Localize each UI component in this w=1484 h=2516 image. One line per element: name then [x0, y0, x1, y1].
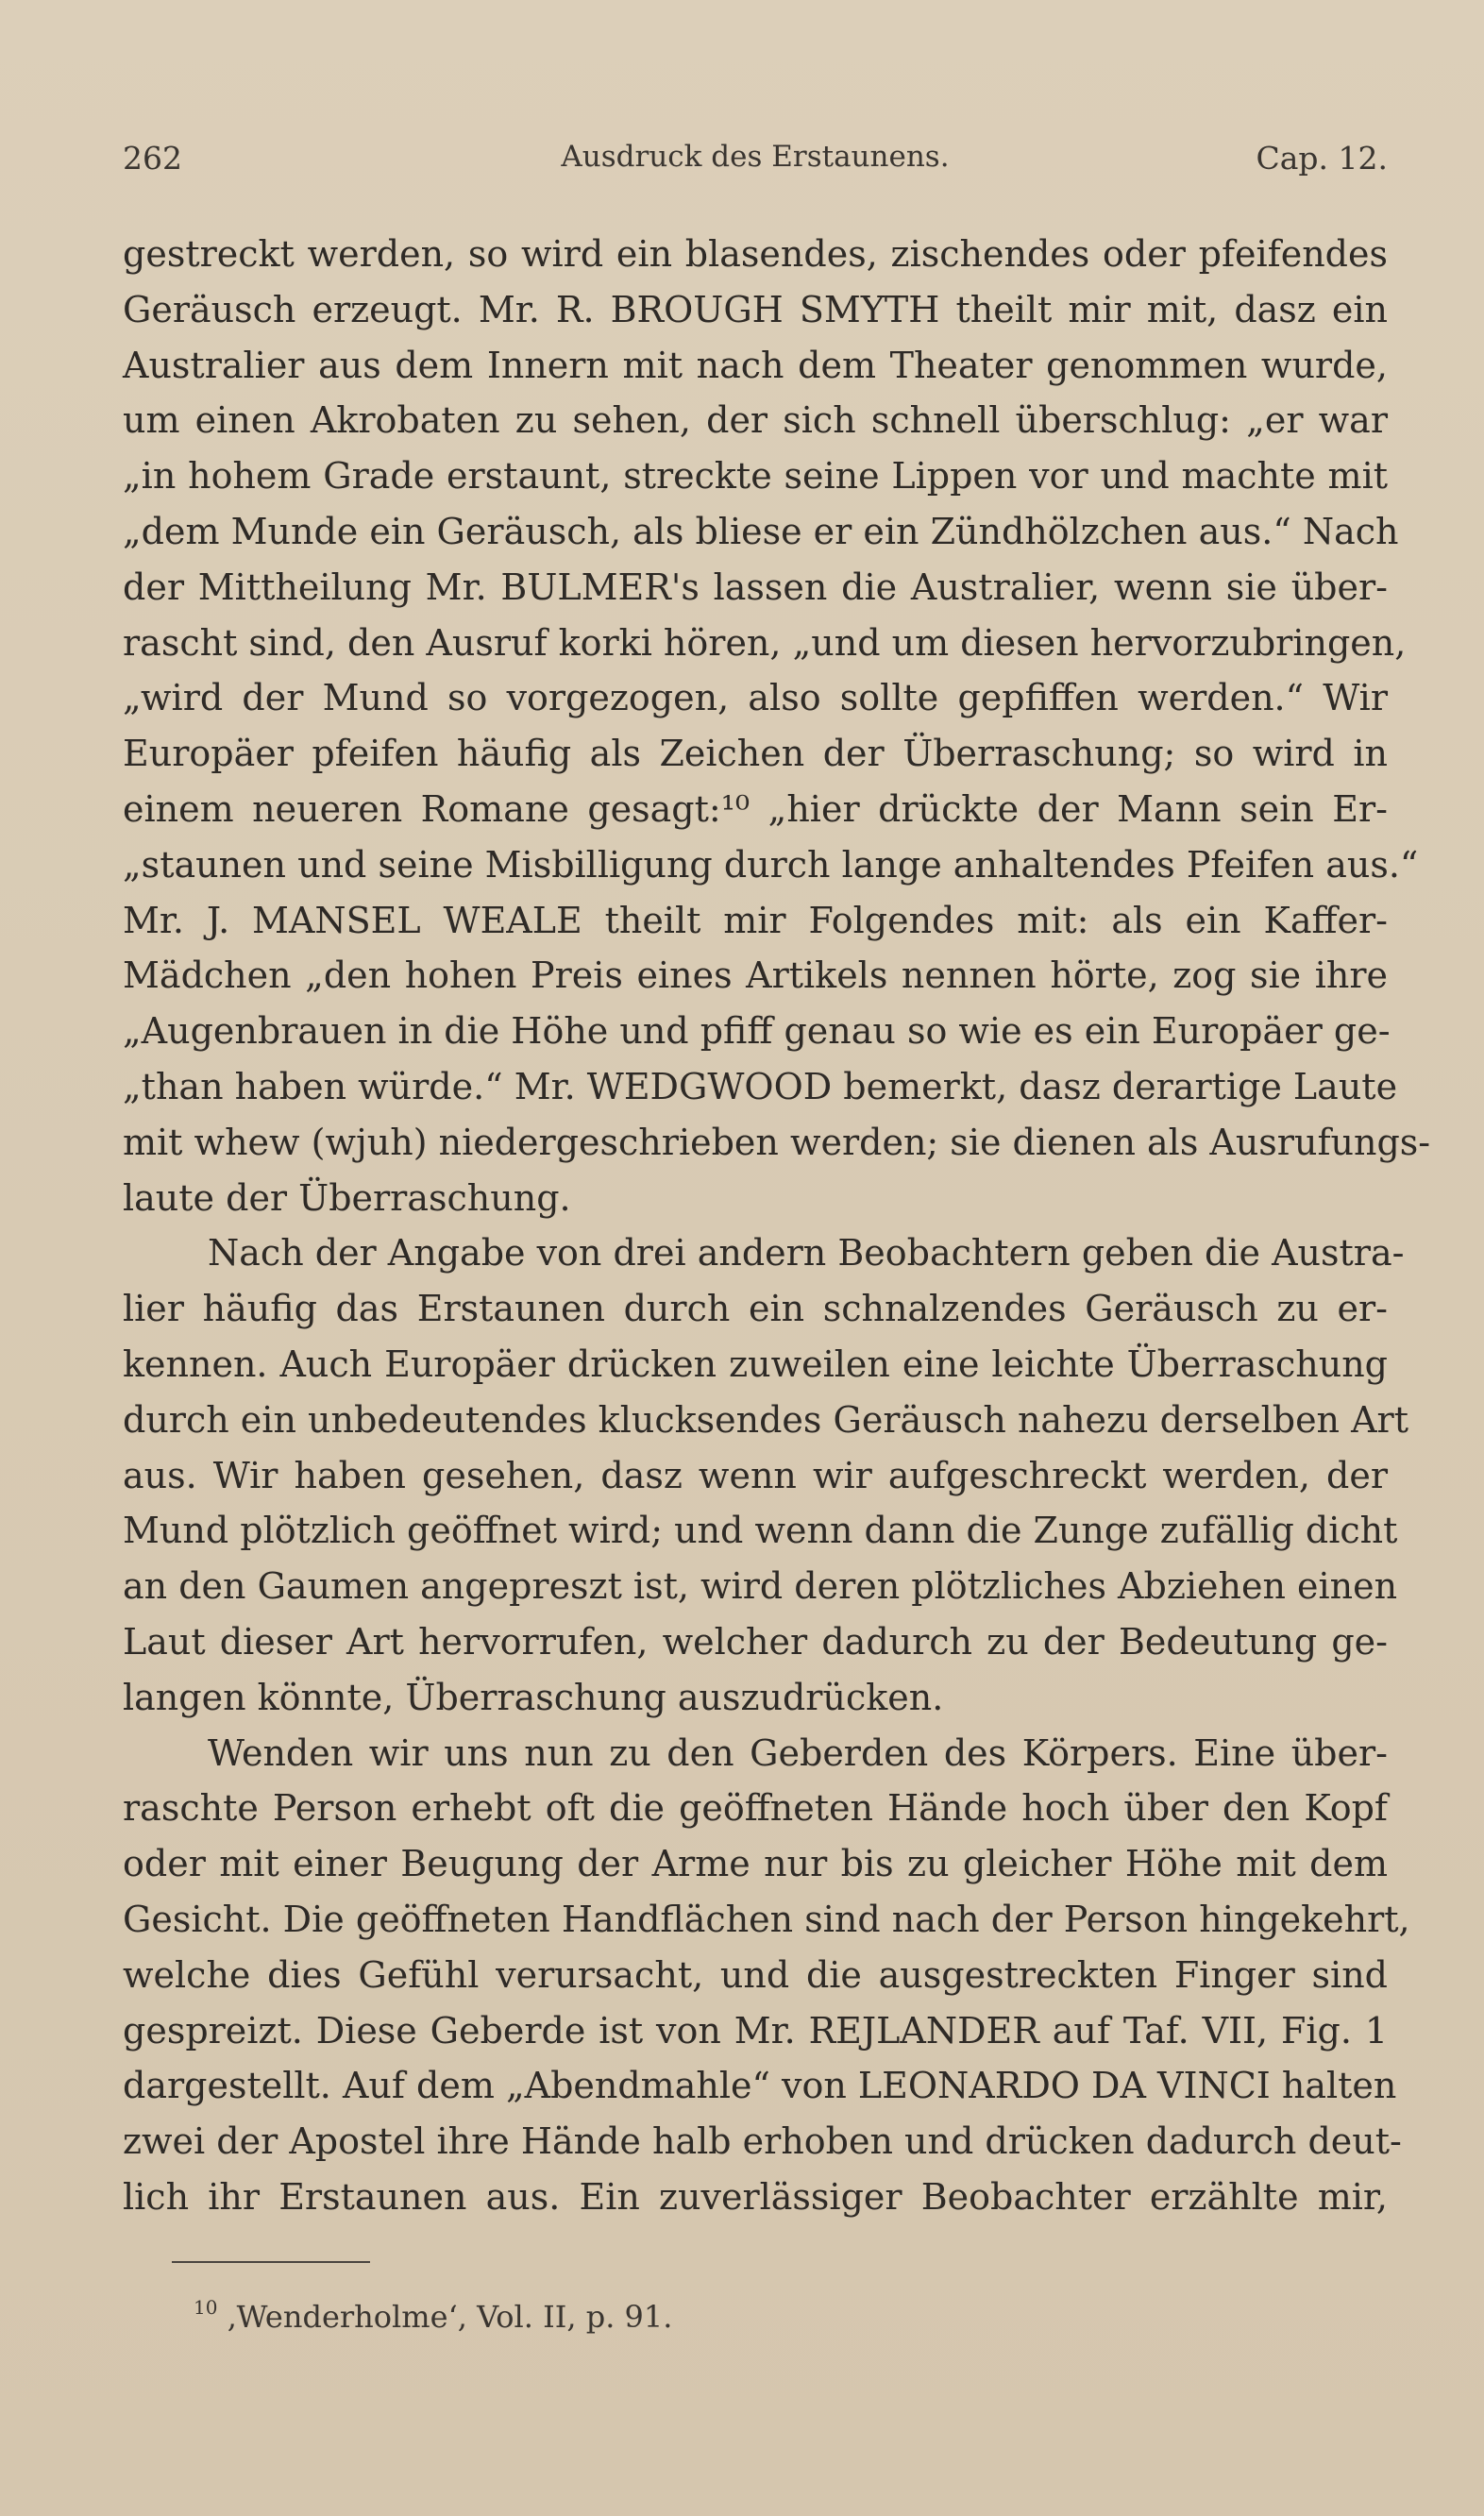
running-title: Ausdruck des Erstaunens.: [561, 140, 950, 174]
text-line: lich ihr Erstaunen aus. Ein zuverlässiger Beobachter erzählte mir,: [123, 2175, 1388, 2218]
text-line: Mr. J. MANSEL WEALE theilt mir Folgendes mit: als ein Kaffer-: [123, 899, 1388, 941]
text-line: gestreckt werden, so wird ein blasendes, zischendes oder pfeifendes: [123, 233, 1388, 275]
text-line: „dem Munde ein Geräusch, als bliese er ein Zündhölzchen aus.“ Nach: [123, 510, 1399, 552]
text-line: einem neueren Romane gesagt:¹⁰ „hier drückte der Mann sein Er-: [123, 787, 1388, 830]
text-line: mit whew (wjuh) niedergeschrieben werden; sie dienen als Ausrufungs-: [123, 1121, 1431, 1163]
text-line: dargestellt. Auf dem „Abendmahle“ von LEONARDO DA VINCI halten: [123, 2065, 1397, 2107]
text-line: zwei der Apostel ihre Hände halb erhoben und drücken dadurch deut-: [123, 2120, 1402, 2163]
text-line: „Augenbrauen in die Höhe und pfiff genau so wie es ein Europäer ge-: [123, 1010, 1391, 1053]
footnote-marker: 10: [194, 2296, 218, 2319]
text-line: langen könnte, Überraschung auszudrücken.: [123, 1676, 944, 1718]
text-line: Gesicht. Die geöffneten Handflächen sind nach der Person hingekehrt,: [123, 1898, 1410, 1940]
text-line: oder mit einer Beugung der Arme nur bis zu gleicher Höhe mit dem: [123, 1843, 1388, 1885]
footnote-rule: [172, 2261, 370, 2263]
text-line: Nach der Angabe von drei andern Beobachtern geben die Austra-: [208, 1232, 1405, 1275]
text-line: kennen. Auch Europäer drücken zuweilen eine leichte Überraschung: [123, 1342, 1388, 1385]
page-header: [123, 140, 1388, 196]
footnote-text: ‚Wenderholme‘, Vol. II, p. 91.: [227, 2299, 673, 2335]
text-line: lier häufig das Erstaunen durch ein schnalzendes Geräusch zu er-: [123, 1288, 1388, 1330]
text-line: welche dies Gefühl verursacht, und die ausgestreckten Finger sind: [123, 1953, 1388, 1996]
text-line: Australier aus dem Innern mit nach dem Theater genommen wurde,: [123, 344, 1388, 386]
text-line: Europäer pfeifen häufig als Zeichen der Überraschung; so wird in: [123, 733, 1388, 775]
text-line: rascht sind, den Ausruf korki hören, „und um diesen hervorzubringen,: [123, 621, 1407, 664]
footnote: [194, 2296, 672, 2335]
text-line: „wird der Mund so vorgezogen, also sollte gepfiffen werden.“ Wir: [123, 677, 1388, 719]
body-text: [123, 227, 1431, 2225]
text-line: „in hohem Grade erstaunt, streckte seine Lippen vor und machte mit: [123, 455, 1388, 498]
chapter-label: Cap. 12.: [1256, 140, 1388, 177]
text-line: Wenden wir uns nun zu den Geberden des Körpers. Eine über-: [208, 1731, 1388, 1774]
text-line: „staunen und seine Misbilligung durch lange anhaltendes Pfeifen aus.“: [123, 843, 1419, 886]
text-line: an den Gaumen angepreszt ist, wird deren plötzliches Abziehen einen: [123, 1565, 1398, 1608]
text-line: Mädchen „den hohen Preis eines Artikels nennen hörte, zog sie ihre: [123, 954, 1388, 997]
text-line: aus. Wir haben gesehen, dasz wenn wir aufgeschreckt werden, der: [123, 1454, 1388, 1496]
page-number: 262: [123, 140, 182, 177]
text-line: Geräusch erzeugt. Mr. R. BROUGH SMYTH theilt mir mit, dasz ein: [123, 288, 1388, 330]
text-line: laute der Überraschung.: [123, 1176, 571, 1219]
text-line: „than haben würde.“ Mr. WEDGWOOD bemerkt, dasz derartige Laute: [123, 1065, 1398, 1107]
text-line: der Mittheilung Mr. BULMER's lassen die Australier, wenn sie über-: [123, 566, 1388, 608]
text-line: durch ein unbedeutendes klucksendes Geräusch nahezu derselben Art: [123, 1398, 1408, 1441]
text-line: raschte Person erhebt oft die geöffneten Hände hoch über den Kopf: [123, 1787, 1388, 1830]
text-line: Laut dieser Art hervorrufen, welcher dadurch zu der Bedeutung ge-: [123, 1620, 1388, 1663]
text-line: Mund plötzlich geöffnet wird; und wenn dann die Zunge zufällig dicht: [123, 1510, 1398, 1552]
text-line: gespreizt. Diese Geberde ist von Mr. REJLANDER auf Taf. VII, Fig. 1: [123, 2009, 1388, 2052]
text-line: um einen Akrobaten zu sehen, der sich schnell überschlug: „er war: [123, 399, 1388, 442]
